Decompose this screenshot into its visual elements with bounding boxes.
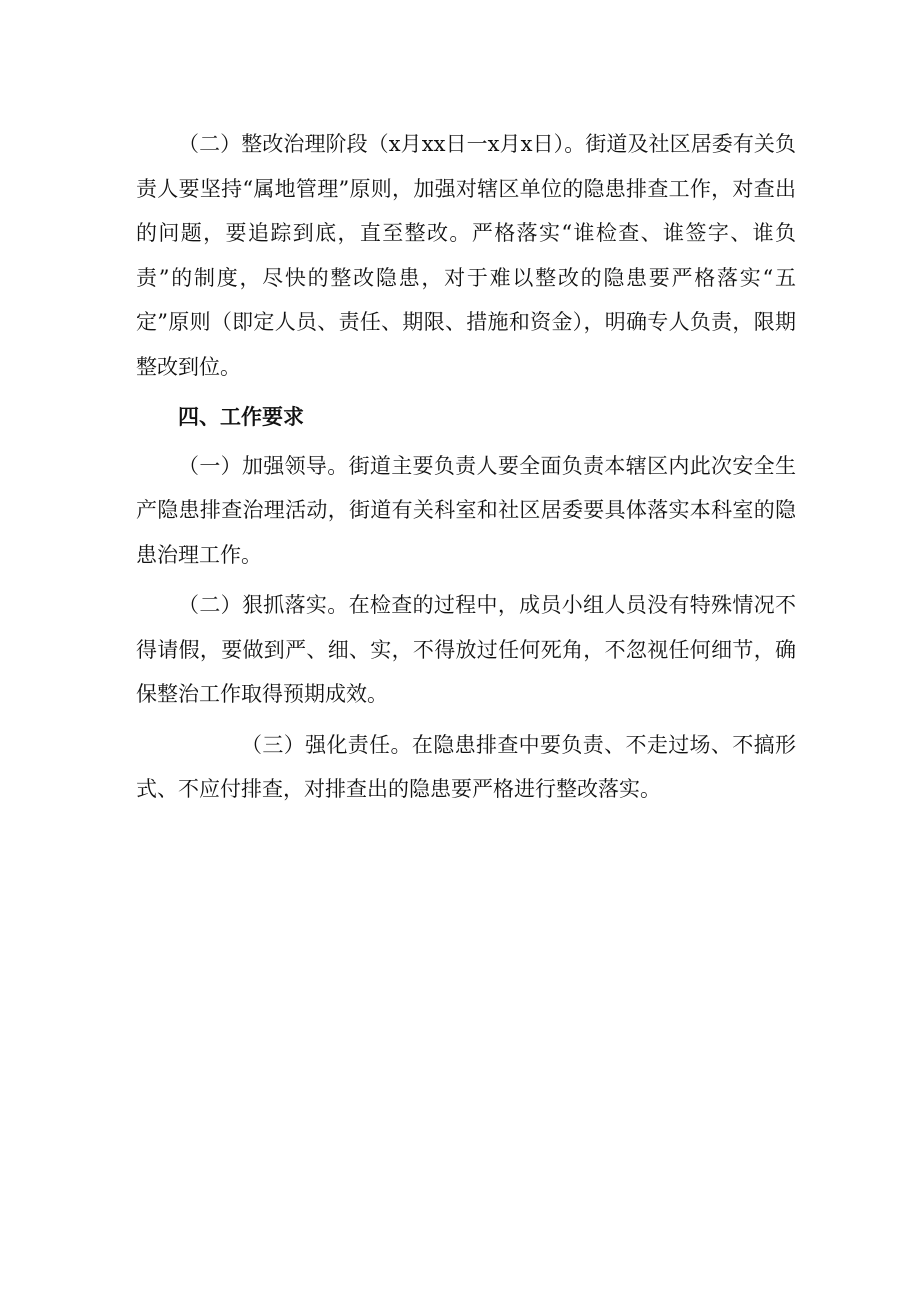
document-body xyxy=(136,122,796,812)
paragraph-rectification-stage: （二）整改治理阶段（x月xx日一x月x日）。街道及社区居委有关负责人要坚持“属地管理”原则，加强对辖区单位的隐患排查工作，对查出的问题，要追踪到底，直至整改。严格落实“谁检查、谁签字、谁负责”的制度，尽快的整改隐患，对于难以整改的隐患要严格落实“五定”原则（即定人员、责任、期限、措施和资金），明确专人负责，限期整改到位。 xyxy=(136,132,796,379)
paragraph-strengthen-leadership: （一）加强领导。街道主要负责人要全面负责本辖区内此次安全生产隐患排查治理活动，街道有关科室和社区居委要具体落实本科室的隐患治理工作。 xyxy=(136,453,796,567)
paragraph-responsibility: （三）强化责任。在隐患排查中要负责、不走过场、不搞形式、不应付排查，对排查出的隐患要严格进行整改落实。 xyxy=(136,732,796,801)
paragraph-implementation: （二）狠抓落实。在检查的过程中，成员小组人员没有特殊情况不得请假，要做到严、细、实，不得放过任何死角，不忽视任何细节，确保整治工作取得预期成效。 xyxy=(136,593,796,706)
section-heading-work-requirements: 四、工作要求 xyxy=(178,405,304,429)
